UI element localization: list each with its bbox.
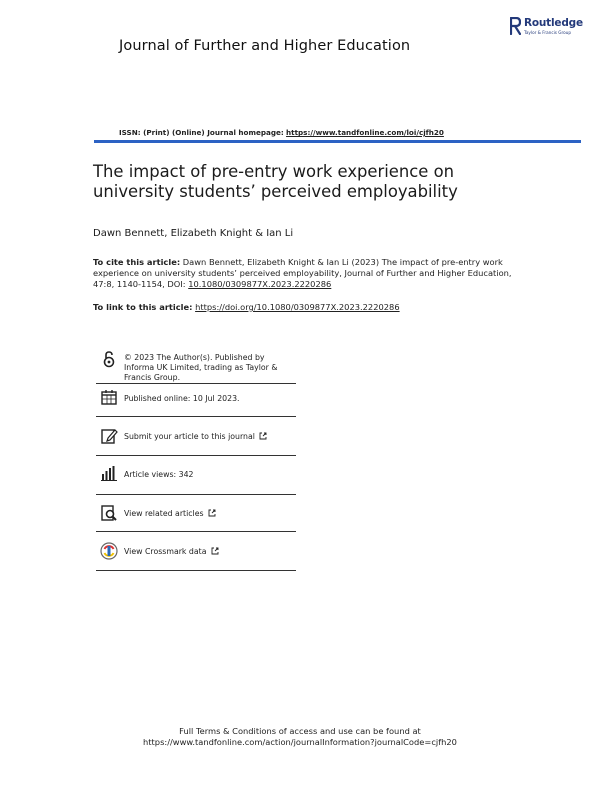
- open-access-icon: [100, 350, 118, 368]
- journal-name: Journal of Further and Higher Education: [119, 38, 411, 54]
- related-articles-icon: [100, 504, 118, 522]
- submit-row[interactable]: [96, 417, 296, 456]
- related-row[interactable]: [96, 495, 296, 532]
- publisher-name: Routledge: [524, 17, 583, 29]
- routledge-logo-icon: [510, 17, 521, 35]
- footer: [0, 726, 600, 748]
- crossmark-link[interactable]: [124, 547, 219, 557]
- publisher-tagline: Taylor & Francis Group: [524, 30, 572, 35]
- footer-terms-text: Full Terms & Conditions of access and use can be found at: [179, 726, 421, 736]
- views-row: [96, 456, 296, 495]
- issn-line: [119, 128, 444, 137]
- crossmark-row[interactable]: [96, 532, 296, 571]
- published-date-text: Published online: 10 Jul 2023.: [124, 394, 240, 403]
- article-views-text: Article views: 342: [124, 470, 194, 479]
- footer-terms-link[interactable]: https://www.tandfonline.com/action/journalInformation?journalCode=cjfh20: [143, 737, 457, 747]
- edit-article-icon: [100, 427, 118, 445]
- submit-article-link[interactable]: [124, 432, 267, 442]
- citation-text: Dawn Bennett, Elizabeth Knight & Ian Li (2023) The impact of pre-entry work experience on university students’ perceived employability, Journal of Further and Higher Education, 47:8, 1140-1154, DOI:: [93, 257, 512, 289]
- calendar-icon: [100, 388, 118, 406]
- related-articles-link[interactable]: [124, 509, 216, 519]
- article-link-line: [93, 302, 400, 312]
- article-authors: Dawn Bennett, Elizabeth Knight & Ian Li: [93, 228, 294, 239]
- citation-label: To cite this article:: [93, 257, 181, 267]
- related-articles-text: View related articles: [124, 509, 204, 518]
- crossmark-text: View Crossmark data: [124, 547, 207, 556]
- article-info-list: [96, 344, 296, 571]
- issn-label: ISSN: (Print) (Online) Journal homepage:: [119, 128, 284, 137]
- citation-doi-link[interactable]: 10.1080/0309877X.2023.2220286: [188, 279, 332, 289]
- article-doi-url-link[interactable]: https://doi.org/10.1080/0309877X.2023.2220286: [195, 302, 400, 312]
- article-title: The impact of pre-entry work experience on university students’ perceived employability: [93, 162, 458, 201]
- external-link-icon: [208, 509, 216, 517]
- publisher-logo[interactable]: [510, 17, 590, 47]
- published-row: [96, 384, 296, 417]
- citation-block: [93, 257, 523, 290]
- submit-article-text: Submit your article to this journal: [124, 432, 255, 441]
- external-link-icon: [211, 547, 219, 555]
- bar-chart-icon: [100, 464, 118, 482]
- article-link-label: To link to this article:: [93, 302, 193, 312]
- external-link-icon: [259, 432, 267, 440]
- header-divider: [94, 140, 581, 143]
- crossmark-icon: [100, 542, 118, 560]
- copyright-row: [96, 344, 296, 384]
- copyright-text: © 2023 The Author(s). Published by Informa UK Limited, trading as Taylor & Francis Group.: [124, 353, 278, 382]
- journal-homepage-link[interactable]: https://www.tandfonline.com/loi/cjfh20: [286, 128, 444, 137]
